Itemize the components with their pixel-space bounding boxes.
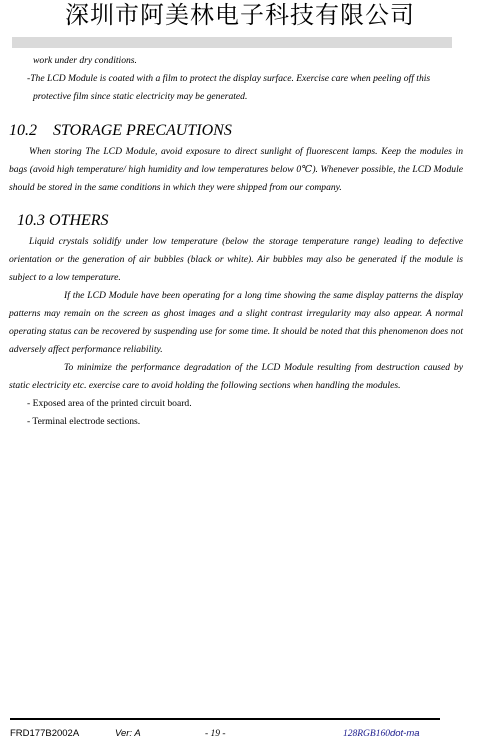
- footer-model-suffix: dot-ma: [389, 728, 420, 739]
- others-heading: 10.3 OTHERS: [17, 212, 109, 229]
- footer-rule: [10, 718, 440, 720]
- footer-model-prefix: 128RGB160: [343, 729, 390, 739]
- footer-model: [343, 728, 420, 740]
- footer-page-number: - 19 -: [205, 729, 226, 739]
- intro-line-1: work under dry conditions.: [33, 55, 137, 66]
- company-name: 深圳市阿美林电子科技有限公司: [65, 1, 415, 29]
- footer-version: Ver: A: [115, 728, 141, 739]
- bullet-pcb: - Exposed area of the printed circuit board.: [27, 398, 192, 409]
- storage-heading: 10.2 STORAGE PRECAUTIONS: [9, 122, 232, 139]
- intro-line-3: protective film since static electricity may be generated.: [33, 91, 248, 102]
- footer-doc-code: FRD177B2002A: [10, 728, 80, 739]
- bullet-terminal: - Terminal electrode sections.: [27, 416, 141, 427]
- others-para-3: To minimize the performance degradation of the LCD Module resulting from destruction caused by static electricity etc. exercise care to avoid holding the following sections when handling the modules.: [9, 362, 463, 391]
- intro-line-2: -The LCD Module is coated with a film to protect the display surface. Exercise care when peeling off this: [27, 73, 431, 84]
- storage-body: When storing The LCD Module, avoid exposure to direct sunlight of fluorescent lamps. Keep the modules in bags (avoid high temperature/ high humidity and low temperatures below 0℃). Whenever possible, the LCD Module should be stored in the same conditions in which they were shipped from our company.: [9, 146, 463, 193]
- others-para-1: Liquid crystals solidify under low temperature (below the storage temperature range) leading to defective orientation or the generation of air bubbles (black or white). Air bubbles may also be generated if the module is subject to a low temperature.: [9, 236, 463, 283]
- header-bar: [12, 37, 452, 48]
- others-para-2: If the LCD Module have been operating for a long time showing the same display patterns the display patterns may remain on the screen as ghost images and a slight contrast irregularity may also appear. A normal operating status can be recovered by suspending use for some time. It should be noted that this phenomenon does not adversely affect performance reliability.: [9, 290, 463, 355]
